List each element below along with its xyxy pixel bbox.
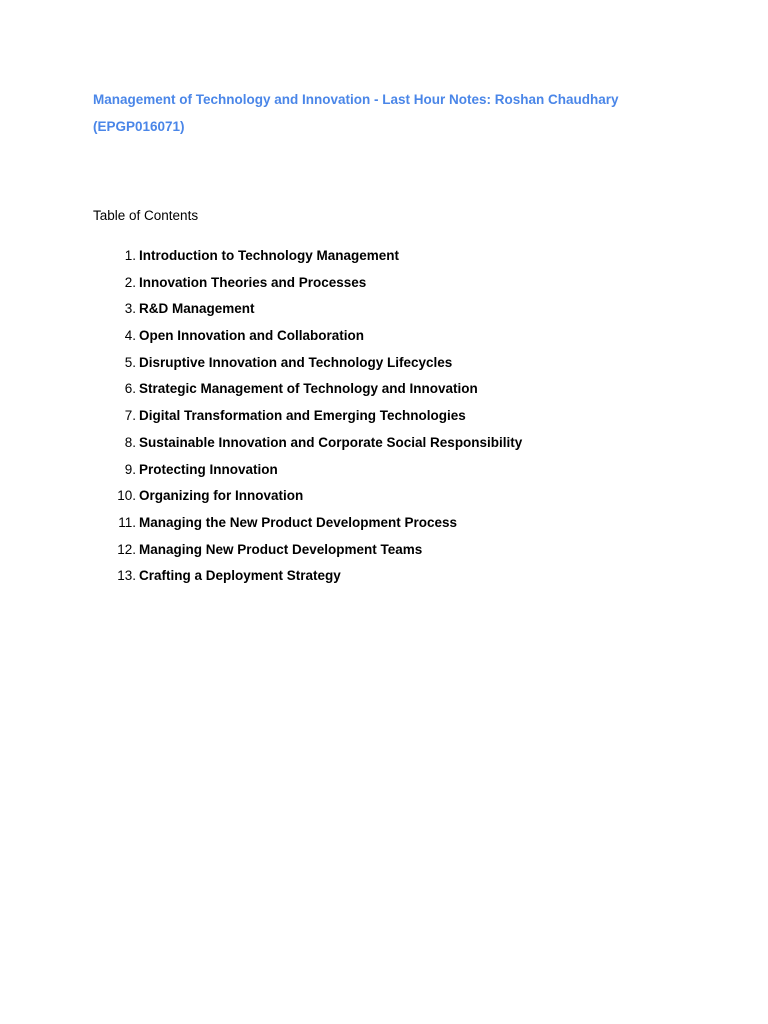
toc-item-number: 8. — [124, 434, 136, 450]
toc-item-text: R&D Management — [139, 301, 255, 317]
toc-item-number: 7. — [124, 408, 136, 424]
toc-item-text: Strategic Management of Technology and Innovation — [139, 381, 478, 397]
toc-item-7 — [0, 405, 768, 432]
toc-item-text: Sustainable Innovation and Corporate Social Responsibility — [139, 434, 523, 450]
toc-item-6 — [0, 378, 768, 405]
document-title-line-2: (EPGP016071) — [93, 119, 185, 134]
toc-item-number: 10. — [117, 488, 136, 504]
document-title — [93, 86, 713, 140]
toc-item-number: 1. — [124, 248, 136, 263]
toc-item-11 — [0, 512, 768, 539]
toc-item-text: Organizing for Innovation — [139, 488, 304, 504]
toc-item-number: 3. — [124, 301, 136, 317]
toc-item-number: 2. — [124, 274, 136, 290]
toc-item-12 — [0, 539, 768, 566]
toc-item-13 — [0, 565, 768, 592]
toc-item-number: 12. — [117, 541, 136, 557]
toc-item-text: Disruptive Innovation and Technology Lifecycles — [139, 354, 453, 370]
toc-item-number: 13. — [117, 568, 136, 584]
toc-item-2 — [0, 272, 768, 299]
toc-item-text: Innovation Theories and Processes — [139, 274, 367, 290]
toc-item-number: 5. — [124, 354, 136, 370]
toc-heading: Table of Contents — [93, 208, 199, 223]
toc-item-5 — [0, 352, 768, 379]
toc-item-1 — [0, 245, 768, 272]
toc-item-text: Managing the New Product Development Process — [139, 514, 458, 530]
document-title-line-1: Management of Technology and Innovation - Last Hour Notes: Roshan Chaudhary — [93, 92, 619, 107]
toc-item-number: 6. — [124, 381, 136, 397]
toc-item-3 — [0, 298, 768, 325]
toc-item-text: Crafting a Deployment Strategy — [139, 568, 341, 584]
toc-item-9 — [0, 459, 768, 486]
toc-item-text: Open Innovation and Collaboration — [139, 328, 364, 344]
toc-item-10 — [0, 485, 768, 512]
toc-item-text: Protecting Innovation — [139, 461, 278, 477]
toc-item-text: Digital Transformation and Emerging Technologies — [139, 408, 466, 424]
toc-item-text: Introduction to Technology Management — [139, 248, 399, 263]
toc-item-number: 11. — [118, 514, 136, 530]
toc-list — [0, 245, 768, 592]
toc-item-text: Managing New Product Development Teams — [139, 541, 423, 557]
toc-item-8 — [0, 432, 768, 459]
toc-item-number: 4. — [124, 328, 136, 344]
toc-item-4 — [0, 325, 768, 352]
toc-item-number: 9. — [124, 461, 136, 477]
